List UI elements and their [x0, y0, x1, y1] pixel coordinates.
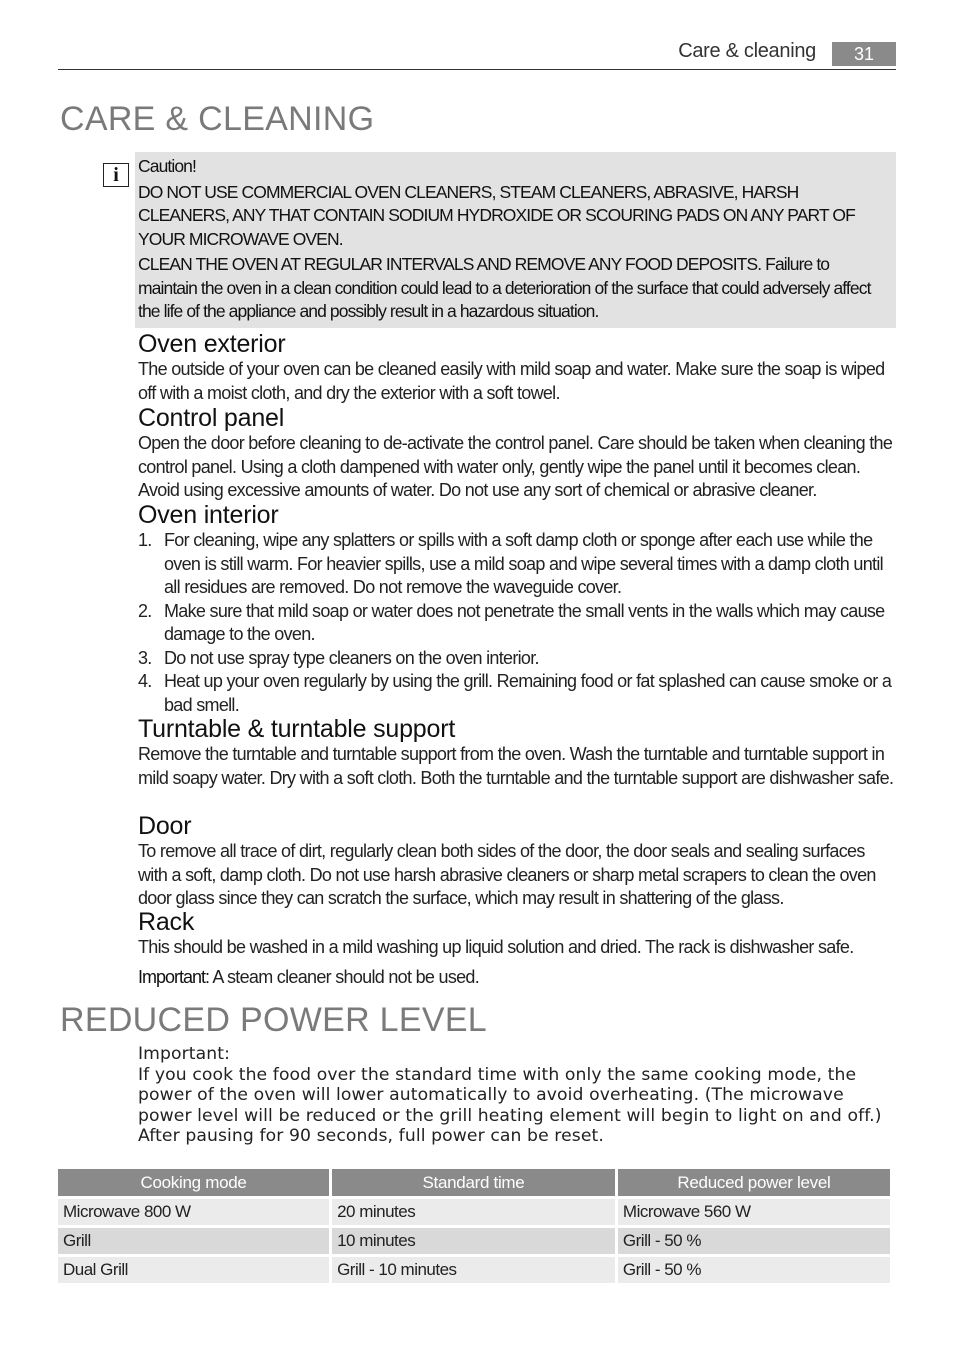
list-item-number: 4. — [138, 671, 152, 691]
table-cell: Grill - 50 % — [618, 1228, 890, 1254]
caution-label: Caution! — [138, 156, 196, 176]
list-item-number: 3. — [138, 647, 152, 668]
oven-exterior-text: The outside of your oven can be cleaned easily with mild soap and water. Make sure the soap is wiped off with a moist cloth, and dry the exterior with a soft towel. — [138, 359, 885, 403]
table-cell: 10 minutes — [332, 1228, 615, 1254]
column-header-standard-time: Standard time — [332, 1169, 615, 1196]
important-label: Important: — [138, 1044, 230, 1064]
column-header-cooking-mode: Cooking mode — [58, 1169, 329, 1196]
list-item-text: For cleaning, wipe any splatters or spills with a soft damp cloth or sponge after each use while the oven is still warm. For heavier spills, use a mild soap and wipe several times with a damp cloth until all residues are removed. Do not remove the waveguide cover. — [164, 530, 883, 597]
table-header-row — [58, 1169, 890, 1196]
control-panel-text: Open the door before cleaning to de-activate the control panel. Care should be taken when cleaning the control panel. Using a cloth dampened with water only, gently wipe the panel until it becomes clean. Avoid using excessive amounts of water. Do not use any sort of chemical or abrasive cleaner. — [138, 433, 893, 500]
table-row — [58, 1228, 890, 1254]
table-cell: Dual Grill — [58, 1257, 329, 1283]
oven-interior-heading: Oven interior — [138, 501, 279, 529]
important-text: If you cook the food over the standard time with only the same cooking mode, the power of the oven will lower automatically to avoid overheating. (The microwave power level will be reduced or the grill heating element will begin to light on and off.) After pausing for 90 seconds, full power can be reset. — [138, 1064, 882, 1146]
table-row — [58, 1257, 890, 1283]
list-item-text: Make sure that mild soap or water does not penetrate the small vents in the walls which may cause damage to the oven. — [164, 600, 885, 644]
oven-exterior-heading: Oven exterior — [138, 330, 286, 358]
caution-paragraph-1: DO NOT USE COMMERCIAL OVEN CLEANERS, STEAM CLEANERS, ABRASIVE, HARSH CLEANERS, ANY THAT CONTAIN SODIUM HYDROXIDE OR SCOURING PADS ON ANY PART OF YOUR MICROWAVE OVEN. — [138, 181, 855, 249]
control-panel-section — [138, 404, 896, 503]
power-level-table — [55, 1166, 893, 1286]
table-cell: Grill - 50 % — [618, 1257, 890, 1283]
oven-interior-list — [138, 529, 896, 717]
list-item-text: Do not use spray type cleaners on the oven interior. — [164, 647, 539, 668]
caution-paragraph-2: CLEAN THE OVEN AT REGULAR INTERVALS AND REMOVE ANY FOOD DEPOSITS. Failure to maintain the oven in a clean condition could lead to a deterioration of the surface that could adversely affect the life of the appliance and possibly result in a hazardous situation. — [138, 254, 871, 321]
important-label: Important: — [138, 966, 210, 987]
table-row — [58, 1199, 890, 1225]
oven-interior-section — [138, 501, 896, 717]
oven-exterior-section — [138, 330, 896, 405]
rack-important-note — [138, 966, 896, 990]
list-item-text: Heat up your oven regularly by using the grill. Remaining food or fat splashed can cause smoke or a bad smell. — [164, 671, 892, 715]
table-cell: 20 minutes — [332, 1199, 615, 1225]
rack-section — [138, 908, 896, 989]
door-section — [138, 812, 896, 911]
table-cell: Grill — [58, 1228, 329, 1254]
list-item — [138, 670, 896, 717]
control-panel-heading: Control panel — [138, 404, 285, 432]
reduced-power-important — [138, 1044, 896, 1147]
door-heading: Door — [138, 812, 192, 840]
running-header — [58, 40, 896, 70]
table-cell: Microwave 800 W — [58, 1199, 329, 1225]
column-header-reduced-power: Reduced power level — [618, 1169, 890, 1196]
door-text: To remove all trace of dirt, regularly clean both sides of the door, the door seals and sealing surfaces with a soft, damp cloth. Do not use harsh abrasive cleaners or sharp metal scrapers to clean the oven door glass since they can scratch the surface, which may result in shattering of the glass. — [138, 841, 876, 908]
section-title-care-cleaning: CARE & CLEANING — [60, 100, 375, 138]
running-header-title: Care & cleaning — [678, 40, 816, 62]
table-cell: Grill - 10 minutes — [332, 1257, 615, 1283]
list-item-number: 1. — [138, 530, 152, 550]
caution-text — [138, 155, 890, 324]
info-icon: i — [103, 163, 129, 187]
turntable-text: Remove the turntable and turntable support from the oven. Wash the turntable and turntable support in mild soapy water. Dry with a soft cloth. Both the turntable and the turntable support are dishwasher safe. — [138, 744, 894, 788]
rack-heading: Rack — [138, 908, 195, 936]
turntable-section — [138, 715, 896, 790]
page-number: 31 — [832, 42, 896, 66]
table-cell: Microwave 560 W — [618, 1199, 890, 1225]
rack-text: This should be washed in a mild washing up liquid solution and dried. The rack is dishwasher safe. — [138, 937, 854, 957]
section-title-reduced-power: REDUCED POWER LEVEL — [60, 1001, 488, 1039]
list-item — [138, 600, 896, 647]
list-item-number: 2. — [138, 600, 152, 621]
important-text: A steam cleaner should not be used. — [209, 966, 480, 987]
list-item — [138, 529, 896, 600]
turntable-heading: Turntable & turntable support — [138, 715, 456, 743]
list-item — [138, 647, 896, 671]
